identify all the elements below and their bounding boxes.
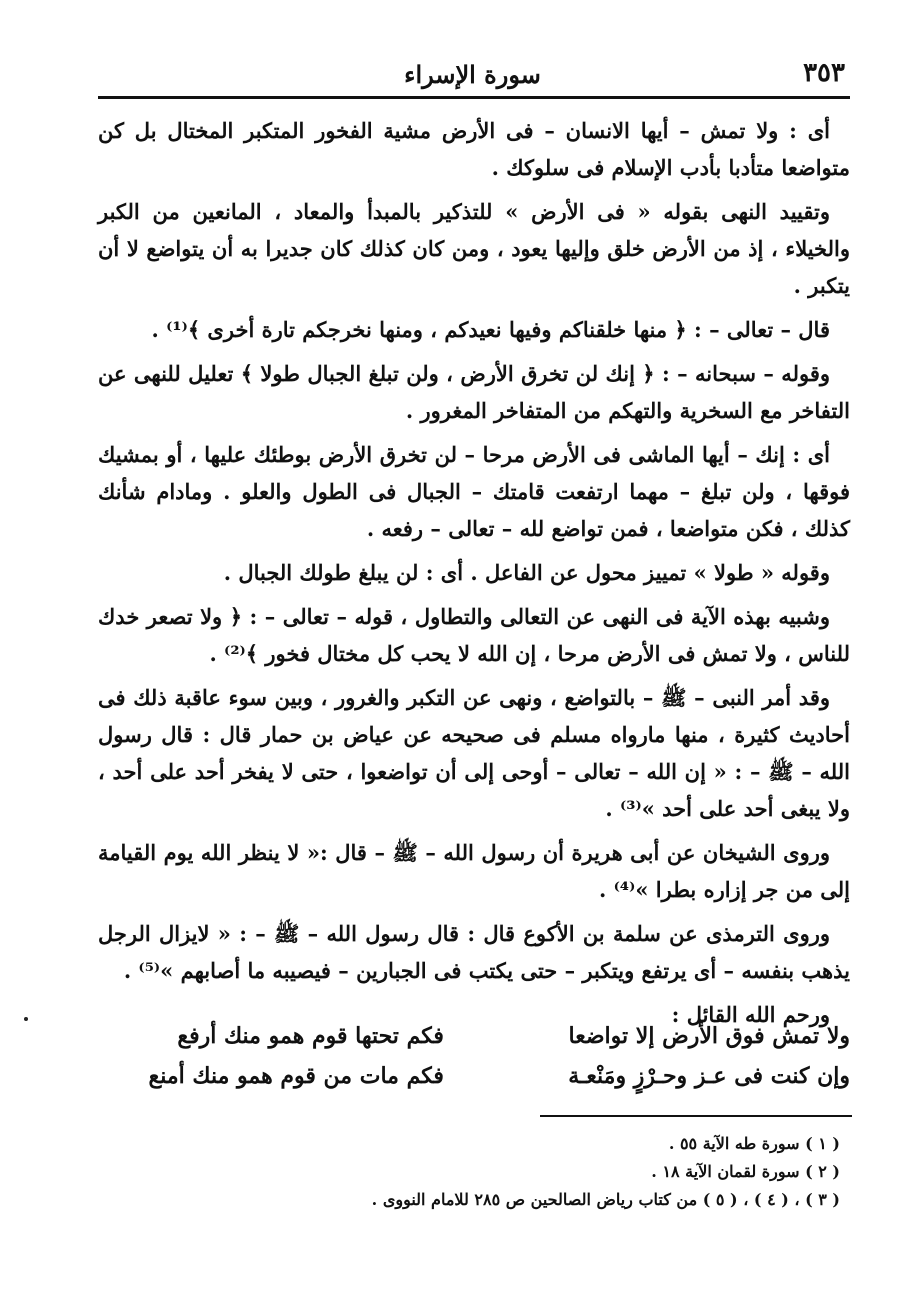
paragraph: وروى الترمذى عن سلمة بن الأكوع قال : قال رسول الله – ﷺ – : « لايزال الرجل يذهب بنفسه – أى يرتفع ويتكبر – حتى يكتب فى الجبارين – فيصيبه ما أصابهم »⁽⁵⁾ . <box>98 921 850 983</box>
page-header <box>100 52 845 92</box>
paragraph: وروى الشيخان عن أبى هريرة أن رسول الله – ﷺ – قال :« لا ينظر الله يوم القيامة إلى من جر إزاره بطرا »⁽⁴⁾ . <box>98 840 850 902</box>
scan-speck <box>24 1017 28 1021</box>
body-text <box>98 112 850 1040</box>
paragraph: أى : ولا تمش – أيها الانسان – فى الأرض مشية الفخور المتكبر المختال بل كن متواضعا متأدبا بأدب الإسلام فى سلوكك . <box>98 118 850 180</box>
verse-first-hemistich: ولا تمش فوق الأرض إلا تواضعا <box>568 1023 850 1049</box>
paragraph: ورحم الله القائل : <box>671 1002 830 1027</box>
verse-second-hemistich: فكم تحتها قوم همو منك أرفع <box>177 1023 444 1049</box>
verse-first-hemistich: وإن كنت فى عـز وحـرْزٍ ومَنْعـة <box>568 1063 850 1089</box>
paragraph: قال – تعالى – : ﴿ منها خلقناكم وفيها نعيدكم ، ومنها نخرجكم تارة أخرى ﴾⁽¹⁾ . <box>151 317 830 342</box>
poem <box>98 1016 850 1096</box>
poem-verse <box>98 1056 850 1096</box>
surah-title: سورة الإسراء <box>404 60 541 89</box>
footnote: ( ١ ) سورة طه الآية ٥٥ . <box>668 1134 840 1153</box>
paragraph: وقوله « طولا » تمييز محول عن الفاعل . أى : لن يبلغ طولك الجبال . <box>223 560 830 585</box>
paragraph: وتقييد النهى بقوله « فى الأرض » للتذكير بالمبدأ والمعاد ، المانعين من الكبر والخيلاء ، إذ من الأرض خلق وإليها يعود ، ومن كان كذلك كان جديرا به أن يتواضع لا أن يتكبر . <box>98 199 850 298</box>
poem-verse <box>98 1016 850 1056</box>
paragraph: وقد أمر النبى – ﷺ – بالتواضع ، ونهى عن التكبر والغرور ، وبين سوء عاقبة ذلك فى أحاديث كثيرة ، منها مارواه مسلم فى صحيحه عن عياض بن حمار قال : قال رسول الله – ﷺ – : « إن الله – تعالى – أوحى إلى أن تواضعوا ، حتى لا يفخر أحد على أحد ، ولا يبغى أحد على أحد »⁽³⁾ . <box>98 685 850 821</box>
footnote: ( ٣ ) ، ( ٤ ) ، ( ٥ ) من كتاب رياض الصالحين ص ٢٨٥ للامام النووى . <box>371 1190 840 1209</box>
footnotes <box>120 1130 840 1214</box>
paragraph: وشبيه بهذه الآية فى النهى عن التعالى والتطاول ، قوله – تعالى – : ﴿ ولا تصعر خدك للناس ، ولا تمش فى الأرض مرحا ، إن الله لا يحب كل مختال فخور ﴾⁽²⁾ . <box>98 604 850 666</box>
verse-second-hemistich: فكم مات من قوم همو منك أمنع <box>148 1063 444 1089</box>
paragraph: وقوله – سبحانه – : ﴿ إنك لن تخرق الأرض ، ولن تبلغ الجبال طولا ﴾ تعليل للنهى عن التفاخر مع السخرية والتهكم من المتفاخر المغرور . <box>98 361 850 423</box>
footnote: ( ٢ ) سورة لقمان الآية ١٨ . <box>651 1162 840 1181</box>
page-number: ٣٥٣ <box>803 58 845 88</box>
header-rule <box>98 96 850 99</box>
footnote-rule <box>540 1115 852 1117</box>
paragraph: أى : إنك – أيها الماشى فى الأرض مرحا – لن تخرق الأرض بوطئك عليها ، أو بمشيك فوقها ، ولن تبلغ – مهما ارتفعت قامتك – الجبال فى الطول والعلو . ومادام شأنك كذلك ، فكن متواضعا ، فمن تواضع لله – تعالى – رفعه . <box>98 442 850 541</box>
